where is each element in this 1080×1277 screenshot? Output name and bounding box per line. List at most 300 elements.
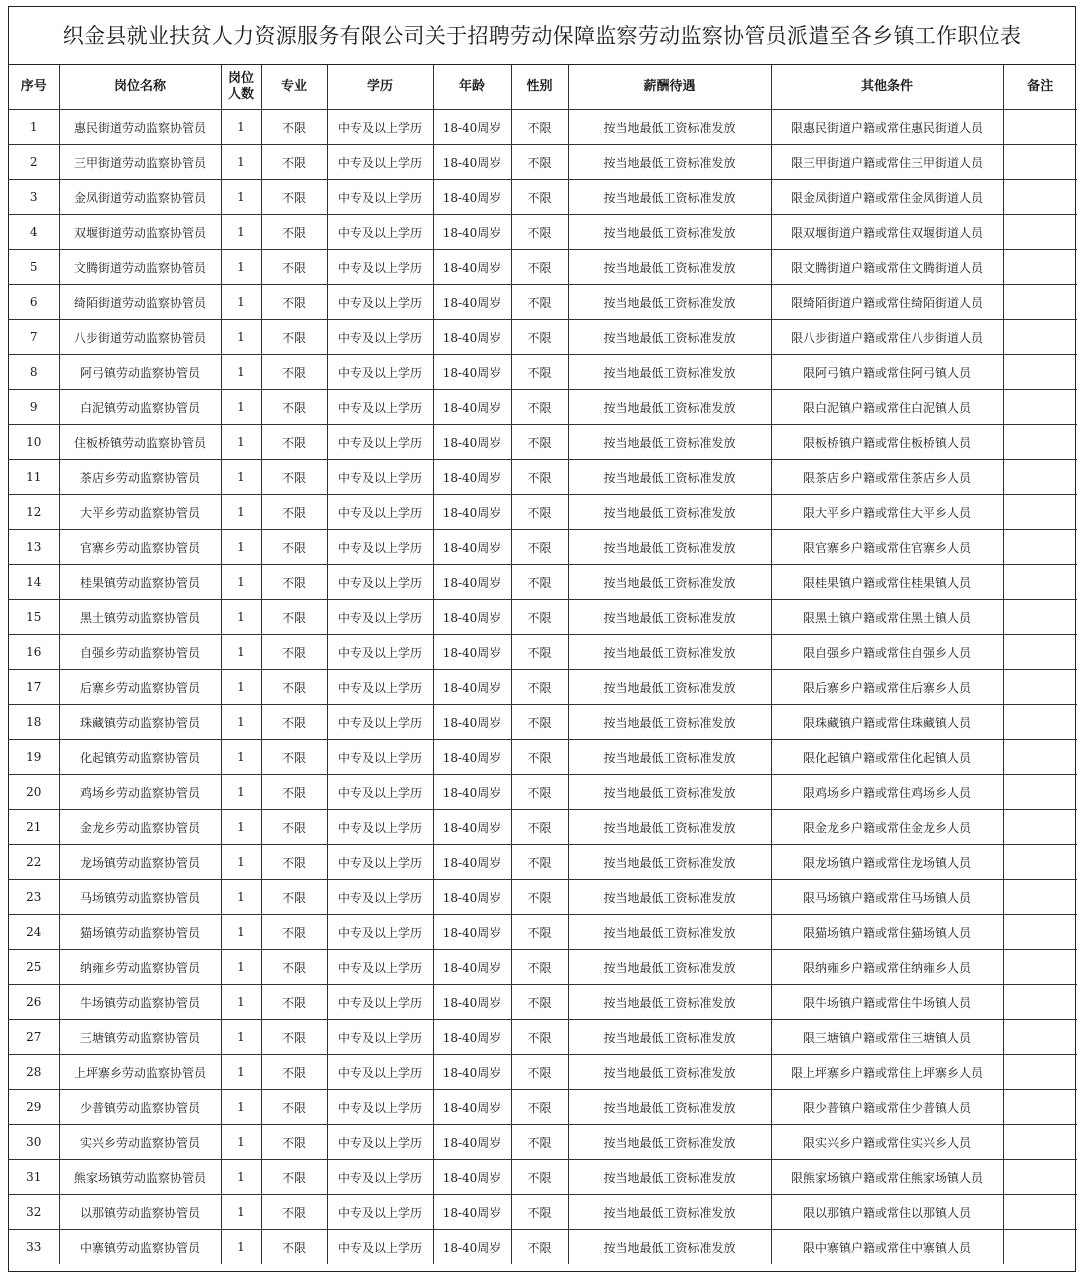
table-row xyxy=(9,740,1077,775)
cell-headcount: 1 xyxy=(221,355,261,390)
cell-salary: 按当地最低工资标准发放 xyxy=(568,670,771,705)
cell-education: 中专及以上学历 xyxy=(327,670,433,705)
cell-salary: 按当地最低工资标准发放 xyxy=(568,600,771,635)
cell-position: 牛场镇劳动监察协管员 xyxy=(59,985,221,1020)
cell-salary: 按当地最低工资标准发放 xyxy=(568,1230,771,1265)
cell-headcount: 1 xyxy=(221,530,261,565)
cell-gender: 不限 xyxy=(511,915,568,950)
cell-other-conditions: 限牛场镇户籍或常住牛场镇人员 xyxy=(771,985,1003,1020)
cell-education: 中专及以上学历 xyxy=(327,530,433,565)
cell-index: 24 xyxy=(9,915,59,950)
cell-position: 熊家场镇劳动监察协管员 xyxy=(59,1160,221,1195)
cell-age: 18-40周岁 xyxy=(433,390,511,425)
cell-headcount: 1 xyxy=(221,390,261,425)
cell-other-conditions: 限珠藏镇户籍或常住珠藏镇人员 xyxy=(771,705,1003,740)
cell-index: 21 xyxy=(9,810,59,845)
cell-remarks xyxy=(1003,1020,1077,1055)
cell-remarks xyxy=(1003,775,1077,810)
cell-index: 26 xyxy=(9,985,59,1020)
cell-remarks xyxy=(1003,635,1077,670)
cell-gender: 不限 xyxy=(511,600,568,635)
table-row xyxy=(9,950,1077,985)
cell-remarks xyxy=(1003,810,1077,845)
cell-other-conditions: 限少普镇户籍或常住少普镇人员 xyxy=(771,1090,1003,1125)
cell-other-conditions: 限板桥镇户籍或常住板桥镇人员 xyxy=(771,425,1003,460)
cell-gender: 不限 xyxy=(511,565,568,600)
cell-age: 18-40周岁 xyxy=(433,320,511,355)
cell-remarks xyxy=(1003,880,1077,915)
cell-gender: 不限 xyxy=(511,530,568,565)
cell-headcount: 1 xyxy=(221,705,261,740)
cell-headcount: 1 xyxy=(221,145,261,180)
cell-major: 不限 xyxy=(261,705,327,740)
cell-index: 22 xyxy=(9,845,59,880)
cell-gender: 不限 xyxy=(511,985,568,1020)
table-row xyxy=(9,880,1077,915)
table-row xyxy=(9,775,1077,810)
cell-other-conditions: 限三甲街道户籍或常住三甲街道人员 xyxy=(771,145,1003,180)
cell-other-conditions: 限八步街道户籍或常住八步街道人员 xyxy=(771,320,1003,355)
cell-salary: 按当地最低工资标准发放 xyxy=(568,915,771,950)
cell-education: 中专及以上学历 xyxy=(327,1125,433,1160)
cell-gender: 不限 xyxy=(511,1230,568,1265)
cell-age: 18-40周岁 xyxy=(433,495,511,530)
cell-index: 7 xyxy=(9,320,59,355)
cell-age: 18-40周岁 xyxy=(433,460,511,495)
cell-education: 中专及以上学历 xyxy=(327,1160,433,1195)
cell-gender: 不限 xyxy=(511,670,568,705)
cell-index: 15 xyxy=(9,600,59,635)
table-row xyxy=(9,1055,1077,1090)
cell-index: 20 xyxy=(9,775,59,810)
job-table-document xyxy=(8,6,1076,1272)
cell-position: 龙场镇劳动监察协管员 xyxy=(59,845,221,880)
cell-other-conditions: 限惠民街道户籍或常住惠民街道人员 xyxy=(771,110,1003,145)
cell-headcount: 1 xyxy=(221,565,261,600)
cell-gender: 不限 xyxy=(511,1055,568,1090)
cell-index: 13 xyxy=(9,530,59,565)
column-header-position: 岗位名称 xyxy=(59,65,221,110)
cell-index: 9 xyxy=(9,390,59,425)
cell-major: 不限 xyxy=(261,180,327,215)
cell-headcount: 1 xyxy=(221,425,261,460)
cell-gender: 不限 xyxy=(511,1195,568,1230)
cell-major: 不限 xyxy=(261,250,327,285)
column-header-index: 序号 xyxy=(9,65,59,110)
table-row xyxy=(9,845,1077,880)
cell-gender: 不限 xyxy=(511,355,568,390)
cell-headcount: 1 xyxy=(221,775,261,810)
cell-headcount: 1 xyxy=(221,1195,261,1230)
cell-remarks xyxy=(1003,320,1077,355)
cell-position: 金龙乡劳动监察协管员 xyxy=(59,810,221,845)
cell-gender: 不限 xyxy=(511,250,568,285)
cell-age: 18-40周岁 xyxy=(433,1125,511,1160)
cell-salary: 按当地最低工资标准发放 xyxy=(568,705,771,740)
cell-remarks xyxy=(1003,670,1077,705)
cell-remarks xyxy=(1003,390,1077,425)
cell-other-conditions: 限以那镇户籍或常住以那镇人员 xyxy=(771,1195,1003,1230)
cell-position: 中寨镇劳动监察协管员 xyxy=(59,1230,221,1265)
table-row xyxy=(9,705,1077,740)
cell-remarks xyxy=(1003,250,1077,285)
table-row xyxy=(9,180,1077,215)
cell-position: 文腾街道劳动监察协管员 xyxy=(59,250,221,285)
table-row xyxy=(9,1090,1077,1125)
table-row xyxy=(9,565,1077,600)
cell-remarks xyxy=(1003,1090,1077,1125)
table-row xyxy=(9,355,1077,390)
cell-remarks xyxy=(1003,705,1077,740)
table-row xyxy=(9,425,1077,460)
cell-education: 中专及以上学历 xyxy=(327,145,433,180)
cell-gender: 不限 xyxy=(511,705,568,740)
cell-position: 自强乡劳动监察协管员 xyxy=(59,635,221,670)
cell-salary: 按当地最低工资标准发放 xyxy=(568,1020,771,1055)
column-header-age: 年龄 xyxy=(433,65,511,110)
cell-position: 八步街道劳动监察协管员 xyxy=(59,320,221,355)
cell-other-conditions: 限官寨乡户籍或常住官寨乡人员 xyxy=(771,530,1003,565)
table-row xyxy=(9,390,1077,425)
cell-salary: 按当地最低工资标准发放 xyxy=(568,145,771,180)
cell-other-conditions: 限化起镇户籍或常住化起镇人员 xyxy=(771,740,1003,775)
cell-remarks xyxy=(1003,740,1077,775)
cell-other-conditions: 限金龙乡户籍或常住金龙乡人员 xyxy=(771,810,1003,845)
cell-major: 不限 xyxy=(261,215,327,250)
cell-other-conditions: 限大平乡户籍或常住大平乡人员 xyxy=(771,495,1003,530)
cell-major: 不限 xyxy=(261,1160,327,1195)
cell-gender: 不限 xyxy=(511,110,568,145)
cell-education: 中专及以上学历 xyxy=(327,600,433,635)
cell-headcount: 1 xyxy=(221,285,261,320)
cell-major: 不限 xyxy=(261,1230,327,1265)
cell-other-conditions: 限自强乡户籍或常住自强乡人员 xyxy=(771,635,1003,670)
cell-index: 32 xyxy=(9,1195,59,1230)
cell-position: 鸡场乡劳动监察协管员 xyxy=(59,775,221,810)
cell-age: 18-40周岁 xyxy=(433,1230,511,1265)
cell-other-conditions: 限龙场镇户籍或常住龙场镇人员 xyxy=(771,845,1003,880)
cell-remarks xyxy=(1003,950,1077,985)
cell-age: 18-40周岁 xyxy=(433,635,511,670)
cell-position: 茶店乡劳动监察协管员 xyxy=(59,460,221,495)
cell-gender: 不限 xyxy=(511,880,568,915)
cell-other-conditions: 限纳雍乡户籍或常住纳雍乡人员 xyxy=(771,950,1003,985)
cell-other-conditions: 限熊家场镇户籍或常住熊家场镇人员 xyxy=(771,1160,1003,1195)
cell-position: 上坪寨乡劳动监察协管员 xyxy=(59,1055,221,1090)
table-row xyxy=(9,495,1077,530)
cell-age: 18-40周岁 xyxy=(433,530,511,565)
cell-gender: 不限 xyxy=(511,425,568,460)
cell-education: 中专及以上学历 xyxy=(327,390,433,425)
cell-age: 18-40周岁 xyxy=(433,565,511,600)
cell-age: 18-40周岁 xyxy=(433,600,511,635)
cell-gender: 不限 xyxy=(511,1160,568,1195)
cell-salary: 按当地最低工资标准发放 xyxy=(568,180,771,215)
cell-other-conditions: 限实兴乡户籍或常住实兴乡人员 xyxy=(771,1125,1003,1160)
cell-position: 后寨乡劳动监察协管员 xyxy=(59,670,221,705)
cell-age: 18-40周岁 xyxy=(433,775,511,810)
cell-age: 18-40周岁 xyxy=(433,215,511,250)
cell-major: 不限 xyxy=(261,1090,327,1125)
cell-other-conditions: 限后寨乡户籍或常住后寨乡人员 xyxy=(771,670,1003,705)
cell-salary: 按当地最低工资标准发放 xyxy=(568,215,771,250)
cell-education: 中专及以上学历 xyxy=(327,1020,433,1055)
cell-major: 不限 xyxy=(261,495,327,530)
cell-gender: 不限 xyxy=(511,180,568,215)
cell-age: 18-40周岁 xyxy=(433,670,511,705)
document-title: 织金县就业扶贫人力资源服务有限公司关于招聘劳动保障监察劳动监察协管员派遣至各乡镇工作职位表 xyxy=(9,7,1075,65)
table-body xyxy=(9,110,1077,1265)
cell-other-conditions: 限桂果镇户籍或常住桂果镇人员 xyxy=(771,565,1003,600)
cell-salary: 按当地最低工资标准发放 xyxy=(568,425,771,460)
cell-salary: 按当地最低工资标准发放 xyxy=(568,1055,771,1090)
cell-salary: 按当地最低工资标准发放 xyxy=(568,1125,771,1160)
cell-index: 29 xyxy=(9,1090,59,1125)
cell-remarks xyxy=(1003,355,1077,390)
cell-headcount: 1 xyxy=(221,950,261,985)
cell-remarks xyxy=(1003,565,1077,600)
table-row xyxy=(9,530,1077,565)
cell-remarks xyxy=(1003,1160,1077,1195)
cell-index: 2 xyxy=(9,145,59,180)
cell-salary: 按当地最低工资标准发放 xyxy=(568,355,771,390)
cell-other-conditions: 限双堰街道户籍或常住双堰街道人员 xyxy=(771,215,1003,250)
cell-position: 住板桥镇劳动监察协管员 xyxy=(59,425,221,460)
cell-major: 不限 xyxy=(261,775,327,810)
cell-remarks xyxy=(1003,600,1077,635)
cell-education: 中专及以上学历 xyxy=(327,985,433,1020)
cell-age: 18-40周岁 xyxy=(433,1055,511,1090)
cell-position: 桂果镇劳动监察协管员 xyxy=(59,565,221,600)
cell-index: 10 xyxy=(9,425,59,460)
cell-salary: 按当地最低工资标准发放 xyxy=(568,740,771,775)
column-header-headcount: 岗位人数 xyxy=(221,65,261,110)
cell-other-conditions: 限上坪寨乡户籍或常住上坪寨乡人员 xyxy=(771,1055,1003,1090)
cell-salary: 按当地最低工资标准发放 xyxy=(568,950,771,985)
cell-education: 中专及以上学历 xyxy=(327,285,433,320)
cell-major: 不限 xyxy=(261,600,327,635)
cell-education: 中专及以上学历 xyxy=(327,705,433,740)
cell-other-conditions: 限黑土镇户籍或常住黑土镇人员 xyxy=(771,600,1003,635)
table-row xyxy=(9,915,1077,950)
cell-gender: 不限 xyxy=(511,460,568,495)
cell-remarks xyxy=(1003,1055,1077,1090)
cell-remarks xyxy=(1003,915,1077,950)
cell-headcount: 1 xyxy=(221,460,261,495)
cell-age: 18-40周岁 xyxy=(433,1020,511,1055)
cell-headcount: 1 xyxy=(221,320,261,355)
cell-remarks xyxy=(1003,180,1077,215)
cell-education: 中专及以上学历 xyxy=(327,180,433,215)
cell-major: 不限 xyxy=(261,285,327,320)
cell-age: 18-40周岁 xyxy=(433,1160,511,1195)
cell-other-conditions: 限中寨镇户籍或常住中寨镇人员 xyxy=(771,1230,1003,1265)
cell-index: 33 xyxy=(9,1230,59,1265)
cell-major: 不限 xyxy=(261,985,327,1020)
cell-gender: 不限 xyxy=(511,845,568,880)
cell-salary: 按当地最低工资标准发放 xyxy=(568,565,771,600)
cell-major: 不限 xyxy=(261,320,327,355)
cell-gender: 不限 xyxy=(511,495,568,530)
table-row xyxy=(9,320,1077,355)
cell-age: 18-40周岁 xyxy=(433,355,511,390)
cell-index: 31 xyxy=(9,1160,59,1195)
cell-education: 中专及以上学历 xyxy=(327,810,433,845)
cell-major: 不限 xyxy=(261,810,327,845)
cell-major: 不限 xyxy=(261,670,327,705)
cell-index: 16 xyxy=(9,635,59,670)
cell-position: 少普镇劳动监察协管员 xyxy=(59,1090,221,1125)
cell-gender: 不限 xyxy=(511,390,568,425)
cell-position: 猫场镇劳动监察协管员 xyxy=(59,915,221,950)
cell-age: 18-40周岁 xyxy=(433,985,511,1020)
cell-age: 18-40周岁 xyxy=(433,845,511,880)
cell-major: 不限 xyxy=(261,1125,327,1160)
cell-major: 不限 xyxy=(261,845,327,880)
cell-major: 不限 xyxy=(261,1020,327,1055)
cell-education: 中专及以上学历 xyxy=(327,1230,433,1265)
column-header-education: 学历 xyxy=(327,65,433,110)
cell-position: 大平乡劳动监察协管员 xyxy=(59,495,221,530)
cell-salary: 按当地最低工资标准发放 xyxy=(568,985,771,1020)
cell-salary: 按当地最低工资标准发放 xyxy=(568,390,771,425)
cell-position: 纳雍乡劳动监察协管员 xyxy=(59,950,221,985)
cell-headcount: 1 xyxy=(221,215,261,250)
cell-major: 不限 xyxy=(261,565,327,600)
cell-gender: 不限 xyxy=(511,320,568,355)
table-row xyxy=(9,285,1077,320)
cell-education: 中专及以上学历 xyxy=(327,460,433,495)
cell-index: 28 xyxy=(9,1055,59,1090)
cell-index: 14 xyxy=(9,565,59,600)
cell-major: 不限 xyxy=(261,1055,327,1090)
cell-salary: 按当地最低工资标准发放 xyxy=(568,495,771,530)
cell-position: 三甲街道劳动监察协管员 xyxy=(59,145,221,180)
cell-remarks xyxy=(1003,145,1077,180)
cell-position: 黑土镇劳动监察协管员 xyxy=(59,600,221,635)
cell-major: 不限 xyxy=(261,145,327,180)
cell-education: 中专及以上学历 xyxy=(327,110,433,145)
cell-salary: 按当地最低工资标准发放 xyxy=(568,460,771,495)
cell-salary: 按当地最低工资标准发放 xyxy=(568,250,771,285)
table-row xyxy=(9,1125,1077,1160)
table-row xyxy=(9,250,1077,285)
cell-index: 8 xyxy=(9,355,59,390)
cell-index: 17 xyxy=(9,670,59,705)
cell-salary: 按当地最低工资标准发放 xyxy=(568,635,771,670)
cell-education: 中专及以上学历 xyxy=(327,495,433,530)
cell-other-conditions: 限三塘镇户籍或常住三塘镇人员 xyxy=(771,1020,1003,1055)
cell-other-conditions: 限鸡场乡户籍或常住鸡场乡人员 xyxy=(771,775,1003,810)
cell-other-conditions: 限文腾街道户籍或常住文腾街道人员 xyxy=(771,250,1003,285)
cell-headcount: 1 xyxy=(221,810,261,845)
cell-headcount: 1 xyxy=(221,600,261,635)
cell-index: 27 xyxy=(9,1020,59,1055)
cell-age: 18-40周岁 xyxy=(433,285,511,320)
cell-gender: 不限 xyxy=(511,285,568,320)
cell-salary: 按当地最低工资标准发放 xyxy=(568,810,771,845)
cell-remarks xyxy=(1003,425,1077,460)
cell-gender: 不限 xyxy=(511,215,568,250)
cell-headcount: 1 xyxy=(221,985,261,1020)
cell-remarks xyxy=(1003,1230,1077,1265)
cell-index: 11 xyxy=(9,460,59,495)
table-header-row xyxy=(9,65,1077,110)
cell-major: 不限 xyxy=(261,530,327,565)
cell-education: 中专及以上学历 xyxy=(327,215,433,250)
cell-education: 中专及以上学历 xyxy=(327,635,433,670)
cell-salary: 按当地最低工资标准发放 xyxy=(568,1090,771,1125)
cell-salary: 按当地最低工资标准发放 xyxy=(568,285,771,320)
cell-age: 18-40周岁 xyxy=(433,705,511,740)
cell-other-conditions: 限马场镇户籍或常住马场镇人员 xyxy=(771,880,1003,915)
column-header-remarks: 备注 xyxy=(1003,65,1077,110)
table-row xyxy=(9,985,1077,1020)
cell-headcount: 1 xyxy=(221,915,261,950)
cell-major: 不限 xyxy=(261,915,327,950)
column-header-major: 专业 xyxy=(261,65,327,110)
cell-education: 中专及以上学历 xyxy=(327,250,433,285)
table-row xyxy=(9,670,1077,705)
cell-remarks xyxy=(1003,460,1077,495)
cell-age: 18-40周岁 xyxy=(433,1090,511,1125)
cell-headcount: 1 xyxy=(221,740,261,775)
cell-salary: 按当地最低工资标准发放 xyxy=(568,1195,771,1230)
cell-age: 18-40周岁 xyxy=(433,810,511,845)
cell-headcount: 1 xyxy=(221,250,261,285)
cell-education: 中专及以上学历 xyxy=(327,1195,433,1230)
table-row xyxy=(9,145,1077,180)
cell-education: 中专及以上学历 xyxy=(327,425,433,460)
cell-education: 中专及以上学历 xyxy=(327,845,433,880)
cell-headcount: 1 xyxy=(221,495,261,530)
cell-headcount: 1 xyxy=(221,1160,261,1195)
cell-major: 不限 xyxy=(261,880,327,915)
cell-index: 6 xyxy=(9,285,59,320)
cell-age: 18-40周岁 xyxy=(433,145,511,180)
cell-gender: 不限 xyxy=(511,775,568,810)
cell-salary: 按当地最低工资标准发放 xyxy=(568,320,771,355)
cell-salary: 按当地最低工资标准发放 xyxy=(568,880,771,915)
job-table xyxy=(9,65,1077,1264)
cell-major: 不限 xyxy=(261,460,327,495)
cell-education: 中专及以上学历 xyxy=(327,355,433,390)
cell-major: 不限 xyxy=(261,110,327,145)
cell-position: 惠民街道劳动监察协管员 xyxy=(59,110,221,145)
cell-gender: 不限 xyxy=(511,1090,568,1125)
cell-position: 马场镇劳动监察协管员 xyxy=(59,880,221,915)
table-row xyxy=(9,810,1077,845)
cell-age: 18-40周岁 xyxy=(433,880,511,915)
cell-other-conditions: 限金凤街道户籍或常住金凤街道人员 xyxy=(771,180,1003,215)
cell-major: 不限 xyxy=(261,425,327,460)
cell-gender: 不限 xyxy=(511,740,568,775)
cell-index: 30 xyxy=(9,1125,59,1160)
cell-index: 18 xyxy=(9,705,59,740)
column-header-gender: 性别 xyxy=(511,65,568,110)
cell-position: 化起镇劳动监察协管员 xyxy=(59,740,221,775)
cell-age: 18-40周岁 xyxy=(433,425,511,460)
cell-other-conditions: 限阿弓镇户籍或常住阿弓镇人员 xyxy=(771,355,1003,390)
cell-education: 中专及以上学历 xyxy=(327,950,433,985)
cell-headcount: 1 xyxy=(221,880,261,915)
cell-age: 18-40周岁 xyxy=(433,1195,511,1230)
cell-remarks xyxy=(1003,1195,1077,1230)
cell-age: 18-40周岁 xyxy=(433,950,511,985)
cell-salary: 按当地最低工资标准发放 xyxy=(568,775,771,810)
cell-position: 官寨乡劳动监察协管员 xyxy=(59,530,221,565)
cell-headcount: 1 xyxy=(221,1090,261,1125)
